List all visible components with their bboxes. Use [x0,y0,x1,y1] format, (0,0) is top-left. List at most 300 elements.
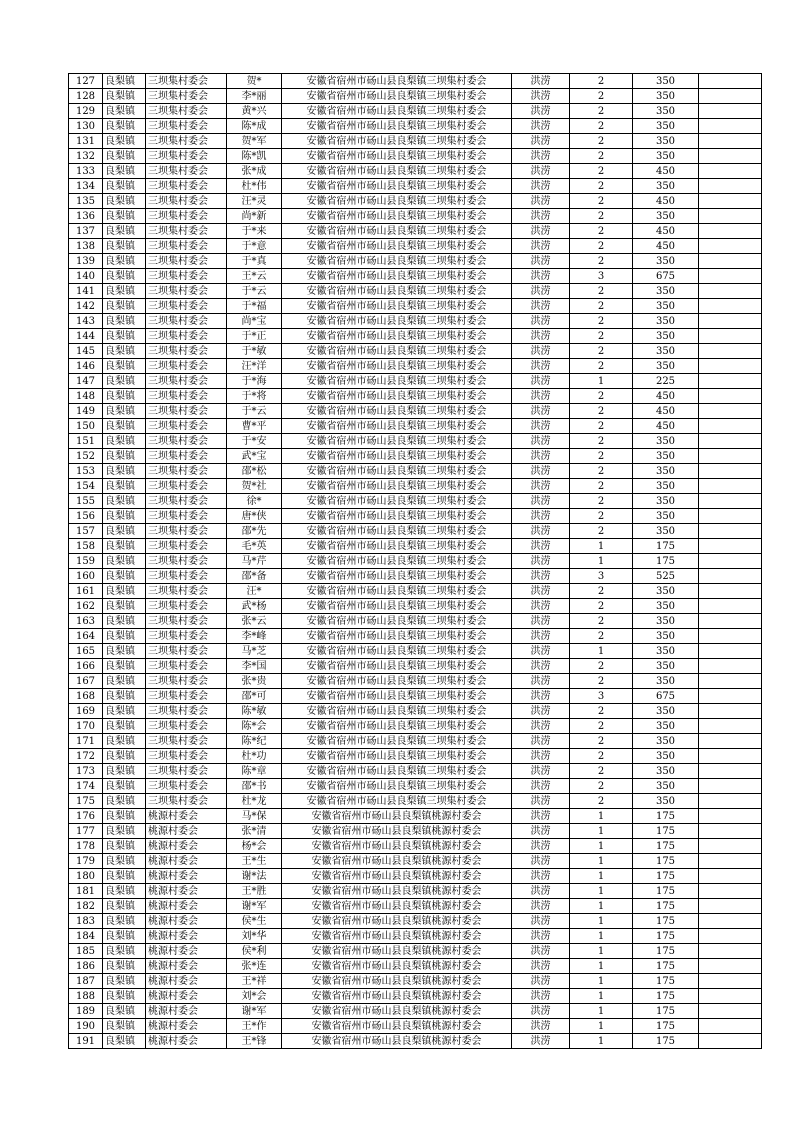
name-cell: 贺* [227,74,282,89]
disaster-type-cell: 洪涝 [512,404,570,419]
name-cell: 谢*法 [227,869,282,884]
household-size-cell: 1 [570,929,633,944]
town-cell: 良梨镇 [103,89,146,104]
row-number-cell: 134 [69,179,103,194]
disaster-type-cell: 洪涝 [512,614,570,629]
address-cell: 安徽省宿州市砀山县良梨镇三坝集村委会 [282,119,512,134]
household-size-cell: 1 [570,959,633,974]
disaster-type-cell: 洪涝 [512,629,570,644]
town-cell: 良梨镇 [103,824,146,839]
address-cell: 安徽省宿州市砀山县良梨镇三坝集村委会 [282,389,512,404]
amount-cell: 350 [633,794,699,809]
table-row [69,434,762,449]
household-size-cell: 2 [570,284,633,299]
blank-cell [699,434,762,449]
village-committee-cell: 桃源村委会 [146,929,227,944]
disaster-type-cell: 洪涝 [512,959,570,974]
town-cell: 良梨镇 [103,734,146,749]
address-cell: 安徽省宿州市砀山县良梨镇三坝集村委会 [282,674,512,689]
town-cell: 良梨镇 [103,299,146,314]
table-row [69,1004,762,1019]
household-size-cell: 2 [570,194,633,209]
town-cell: 良梨镇 [103,269,146,284]
disaster-type-cell: 洪涝 [512,179,570,194]
amount-cell: 175 [633,899,699,914]
row-number-cell: 168 [69,689,103,704]
row-number-cell: 138 [69,239,103,254]
table-row [69,179,762,194]
town-cell: 良梨镇 [103,1004,146,1019]
table-row [69,899,762,914]
household-size-cell: 2 [570,779,633,794]
amount-cell: 175 [633,929,699,944]
name-cell: 王*云 [227,269,282,284]
row-number-cell: 157 [69,524,103,539]
name-cell: 王*生 [227,854,282,869]
town-cell: 良梨镇 [103,719,146,734]
disaster-type-cell: 洪涝 [512,584,570,599]
household-size-cell: 2 [570,299,633,314]
table-row [69,749,762,764]
amount-cell: 350 [633,614,699,629]
amount-cell: 350 [633,314,699,329]
village-committee-cell: 三坝集村委会 [146,329,227,344]
row-number-cell: 140 [69,269,103,284]
table-row [69,809,762,824]
name-cell: 于*正 [227,329,282,344]
town-cell: 良梨镇 [103,854,146,869]
table-row [69,584,762,599]
table-row [69,914,762,929]
town-cell: 良梨镇 [103,224,146,239]
disaster-type-cell: 洪涝 [512,749,570,764]
village-committee-cell: 桃源村委会 [146,1019,227,1034]
town-cell: 良梨镇 [103,689,146,704]
household-size-cell: 2 [570,494,633,509]
disaster-type-cell: 洪涝 [512,704,570,719]
name-cell: 刘*华 [227,929,282,944]
blank-cell [699,119,762,134]
town-cell: 良梨镇 [103,959,146,974]
household-size-cell: 2 [570,509,633,524]
amount-cell: 175 [633,854,699,869]
blank-cell [699,824,762,839]
table-row [69,464,762,479]
blank-cell [699,884,762,899]
name-cell: 李*国 [227,659,282,674]
row-number-cell: 185 [69,944,103,959]
household-size-cell: 2 [570,104,633,119]
household-size-cell: 2 [570,719,633,734]
amount-cell: 350 [633,719,699,734]
blank-cell [699,554,762,569]
household-size-cell: 1 [570,884,633,899]
household-size-cell: 1 [570,644,633,659]
amount-cell: 225 [633,374,699,389]
village-committee-cell: 三坝集村委会 [146,599,227,614]
table-row [69,269,762,284]
name-cell: 尚*宝 [227,314,282,329]
address-cell: 安徽省宿州市砀山县良梨镇桃源村委会 [282,884,512,899]
amount-cell: 350 [633,149,699,164]
blank-cell [699,344,762,359]
disaster-type-cell: 洪涝 [512,524,570,539]
blank-cell [699,734,762,749]
row-number-cell: 178 [69,839,103,854]
table-row [69,389,762,404]
village-committee-cell: 桃源村委会 [146,944,227,959]
table-row [69,629,762,644]
name-cell: 武*杨 [227,599,282,614]
blank-cell [699,779,762,794]
village-committee-cell: 三坝集村委会 [146,764,227,779]
blank-cell [699,224,762,239]
name-cell: 于*云 [227,284,282,299]
address-cell: 安徽省宿州市砀山县良梨镇三坝集村委会 [282,644,512,659]
amount-cell: 450 [633,419,699,434]
name-cell: 黄*兴 [227,104,282,119]
row-number-cell: 127 [69,74,103,89]
row-number-cell: 130 [69,119,103,134]
village-committee-cell: 三坝集村委会 [146,794,227,809]
blank-cell [699,269,762,284]
household-size-cell: 1 [570,539,633,554]
town-cell: 良梨镇 [103,404,146,419]
table-row [69,194,762,209]
row-number-cell: 128 [69,89,103,104]
name-cell: 汪* [227,584,282,599]
blank-cell [699,254,762,269]
village-committee-cell: 桃源村委会 [146,854,227,869]
name-cell: 于*来 [227,224,282,239]
blank-cell [699,674,762,689]
disaster-type-cell: 洪涝 [512,989,570,1004]
name-cell: 陈*敏 [227,704,282,719]
disaster-type-cell: 洪涝 [512,884,570,899]
household-size-cell: 2 [570,359,633,374]
row-number-cell: 144 [69,329,103,344]
blank-cell [699,509,762,524]
address-cell: 安徽省宿州市砀山县良梨镇三坝集村委会 [282,359,512,374]
row-number-cell: 184 [69,929,103,944]
name-cell: 于*敏 [227,344,282,359]
town-cell: 良梨镇 [103,434,146,449]
village-committee-cell: 三坝集村委会 [146,374,227,389]
name-cell: 陈*章 [227,764,282,779]
address-cell: 安徽省宿州市砀山县良梨镇三坝集村委会 [282,509,512,524]
amount-cell: 350 [633,779,699,794]
row-number-cell: 139 [69,254,103,269]
amount-cell: 350 [633,659,699,674]
town-cell: 良梨镇 [103,344,146,359]
amount-cell: 350 [633,104,699,119]
name-cell: 侯*生 [227,914,282,929]
household-size-cell: 2 [570,599,633,614]
address-cell: 安徽省宿州市砀山县良梨镇三坝集村委会 [282,569,512,584]
blank-cell [699,989,762,1004]
name-cell: 于*真 [227,254,282,269]
address-cell: 安徽省宿州市砀山县良梨镇三坝集村委会 [282,149,512,164]
table-row [69,284,762,299]
household-size-cell: 1 [570,974,633,989]
row-number-cell: 161 [69,584,103,599]
row-number-cell: 167 [69,674,103,689]
address-cell: 安徽省宿州市砀山县良梨镇桃源村委会 [282,809,512,824]
household-size-cell: 1 [570,809,633,824]
table-row [69,764,762,779]
blank-cell [699,974,762,989]
row-number-cell: 147 [69,374,103,389]
village-committee-cell: 三坝集村委会 [146,344,227,359]
household-size-cell: 2 [570,419,633,434]
table-row [69,524,762,539]
row-number-cell: 160 [69,569,103,584]
blank-cell [699,194,762,209]
row-number-cell: 189 [69,1004,103,1019]
amount-cell: 350 [633,764,699,779]
village-committee-cell: 三坝集村委会 [146,644,227,659]
address-cell: 安徽省宿州市砀山县良梨镇三坝集村委会 [282,374,512,389]
town-cell: 良梨镇 [103,164,146,179]
amount-cell: 350 [633,179,699,194]
address-cell: 安徽省宿州市砀山县良梨镇三坝集村委会 [282,344,512,359]
household-size-cell: 1 [570,854,633,869]
town-cell: 良梨镇 [103,1034,146,1049]
household-size-cell: 2 [570,134,633,149]
address-cell: 安徽省宿州市砀山县良梨镇三坝集村委会 [282,599,512,614]
address-cell: 安徽省宿州市砀山县良梨镇三坝集村委会 [282,209,512,224]
blank-cell [699,419,762,434]
name-cell: 杜*功 [227,749,282,764]
amount-cell: 175 [633,839,699,854]
address-cell: 安徽省宿州市砀山县良梨镇三坝集村委会 [282,329,512,344]
name-cell: 于*海 [227,374,282,389]
disaster-type-cell: 洪涝 [512,719,570,734]
row-number-cell: 188 [69,989,103,1004]
town-cell: 良梨镇 [103,914,146,929]
town-cell: 良梨镇 [103,284,146,299]
household-size-cell: 1 [570,839,633,854]
row-number-cell: 154 [69,479,103,494]
name-cell: 曹*平 [227,419,282,434]
amount-cell: 175 [633,974,699,989]
disaster-type-cell: 洪涝 [512,479,570,494]
village-committee-cell: 三坝集村委会 [146,224,227,239]
household-size-cell: 1 [570,1034,633,1049]
row-number-cell: 136 [69,209,103,224]
town-cell: 良梨镇 [103,944,146,959]
village-committee-cell: 三坝集村委会 [146,209,227,224]
town-cell: 良梨镇 [103,659,146,674]
village-committee-cell: 三坝集村委会 [146,464,227,479]
village-committee-cell: 三坝集村委会 [146,749,227,764]
row-number-cell: 152 [69,449,103,464]
row-number-cell: 155 [69,494,103,509]
name-cell: 张*成 [227,164,282,179]
blank-cell [699,854,762,869]
disaster-type-cell: 洪涝 [512,254,570,269]
table-row [69,149,762,164]
table-row [69,419,762,434]
blank-cell [699,944,762,959]
household-size-cell: 2 [570,89,633,104]
row-number-cell: 131 [69,134,103,149]
address-cell: 安徽省宿州市砀山县良梨镇三坝集村委会 [282,629,512,644]
village-committee-cell: 三坝集村委会 [146,569,227,584]
address-cell: 安徽省宿州市砀山县良梨镇三坝集村委会 [282,614,512,629]
table-row [69,674,762,689]
amount-cell: 675 [633,269,699,284]
name-cell: 贺*军 [227,134,282,149]
town-cell: 良梨镇 [103,779,146,794]
village-committee-cell: 三坝集村委会 [146,404,227,419]
town-cell: 良梨镇 [103,674,146,689]
disaster-type-cell: 洪涝 [512,734,570,749]
table-row [69,89,762,104]
blank-cell [699,74,762,89]
table-row [69,104,762,119]
town-cell: 良梨镇 [103,704,146,719]
town-cell: 良梨镇 [103,554,146,569]
table-row [69,794,762,809]
table-row [69,884,762,899]
table-row [69,869,762,884]
amount-cell: 450 [633,389,699,404]
address-cell: 安徽省宿州市砀山县良梨镇桃源村委会 [282,1004,512,1019]
table-row [69,449,762,464]
name-cell: 徐* [227,494,282,509]
blank-cell [699,704,762,719]
row-number-cell: 177 [69,824,103,839]
table-row [69,224,762,239]
address-cell: 安徽省宿州市砀山县良梨镇三坝集村委会 [282,659,512,674]
blank-cell [699,959,762,974]
amount-cell: 675 [633,689,699,704]
table-row [69,944,762,959]
amount-cell: 350 [633,599,699,614]
amount-cell: 350 [633,254,699,269]
disaster-type-cell: 洪涝 [512,764,570,779]
household-size-cell: 2 [570,314,633,329]
household-size-cell: 1 [570,374,633,389]
amount-cell: 175 [633,1004,699,1019]
address-cell: 安徽省宿州市砀山县良梨镇桃源村委会 [282,974,512,989]
village-committee-cell: 三坝集村委会 [146,299,227,314]
table-row [69,404,762,419]
disaster-type-cell: 洪涝 [512,644,570,659]
blank-cell [699,359,762,374]
disaster-type-cell: 洪涝 [512,794,570,809]
table-row [69,854,762,869]
row-number-cell: 162 [69,599,103,614]
town-cell: 良梨镇 [103,149,146,164]
address-cell: 安徽省宿州市砀山县良梨镇三坝集村委会 [282,749,512,764]
row-number-cell: 171 [69,734,103,749]
blank-cell [699,239,762,254]
row-number-cell: 148 [69,389,103,404]
name-cell: 汪*洋 [227,359,282,374]
amount-cell: 350 [633,329,699,344]
table-row [69,659,762,674]
row-number-cell: 142 [69,299,103,314]
town-cell: 良梨镇 [103,974,146,989]
village-committee-cell: 三坝集村委会 [146,629,227,644]
blank-cell [699,809,762,824]
blank-cell [699,719,762,734]
amount-cell: 175 [633,539,699,554]
town-cell: 良梨镇 [103,209,146,224]
row-number-cell: 145 [69,344,103,359]
household-size-cell: 2 [570,659,633,674]
address-cell: 安徽省宿州市砀山县良梨镇三坝集村委会 [282,539,512,554]
table-row [69,644,762,659]
blank-cell [699,659,762,674]
disaster-type-cell: 洪涝 [512,869,570,884]
disaster-type-cell: 洪涝 [512,419,570,434]
household-size-cell: 1 [570,869,633,884]
town-cell: 良梨镇 [103,134,146,149]
disaster-type-cell: 洪涝 [512,674,570,689]
address-cell: 安徽省宿州市砀山县良梨镇三坝集村委会 [282,269,512,284]
table-row [69,479,762,494]
disaster-type-cell: 洪涝 [512,1034,570,1049]
name-cell: 张*云 [227,614,282,629]
row-number-cell: 183 [69,914,103,929]
town-cell: 良梨镇 [103,329,146,344]
town-cell: 良梨镇 [103,1019,146,1034]
table-body [69,74,762,1049]
table-row [69,974,762,989]
village-committee-cell: 桃源村委会 [146,1004,227,1019]
blank-cell [699,1034,762,1049]
address-cell: 安徽省宿州市砀山县良梨镇三坝集村委会 [282,134,512,149]
amount-cell: 350 [633,89,699,104]
village-committee-cell: 桃源村委会 [146,914,227,929]
household-size-cell: 2 [570,434,633,449]
name-cell: 于*意 [227,239,282,254]
town-cell: 良梨镇 [103,569,146,584]
household-size-cell: 2 [570,524,633,539]
address-cell: 安徽省宿州市砀山县良梨镇三坝集村委会 [282,524,512,539]
household-size-cell: 2 [570,479,633,494]
amount-cell: 175 [633,554,699,569]
row-number-cell: 180 [69,869,103,884]
disaster-type-cell: 洪涝 [512,389,570,404]
name-cell: 马*芹 [227,554,282,569]
name-cell: 王*锋 [227,1034,282,1049]
household-size-cell: 2 [570,389,633,404]
address-cell: 安徽省宿州市砀山县良梨镇桃源村委会 [282,914,512,929]
row-number-cell: 170 [69,719,103,734]
address-cell: 安徽省宿州市砀山县良梨镇三坝集村委会 [282,779,512,794]
blank-cell [699,689,762,704]
name-cell: 侯*利 [227,944,282,959]
disaster-type-cell: 洪涝 [512,224,570,239]
table-row [69,539,762,554]
town-cell: 良梨镇 [103,614,146,629]
address-cell: 安徽省宿州市砀山县良梨镇三坝集村委会 [282,689,512,704]
address-cell: 安徽省宿州市砀山县良梨镇桃源村委会 [282,989,512,1004]
town-cell: 良梨镇 [103,254,146,269]
row-number-cell: 169 [69,704,103,719]
household-size-cell: 2 [570,209,633,224]
disaster-type-cell: 洪涝 [512,314,570,329]
address-cell: 安徽省宿州市砀山县良梨镇三坝集村委会 [282,419,512,434]
town-cell: 良梨镇 [103,419,146,434]
town-cell: 良梨镇 [103,764,146,779]
amount-cell: 350 [633,509,699,524]
row-number-cell: 182 [69,899,103,914]
